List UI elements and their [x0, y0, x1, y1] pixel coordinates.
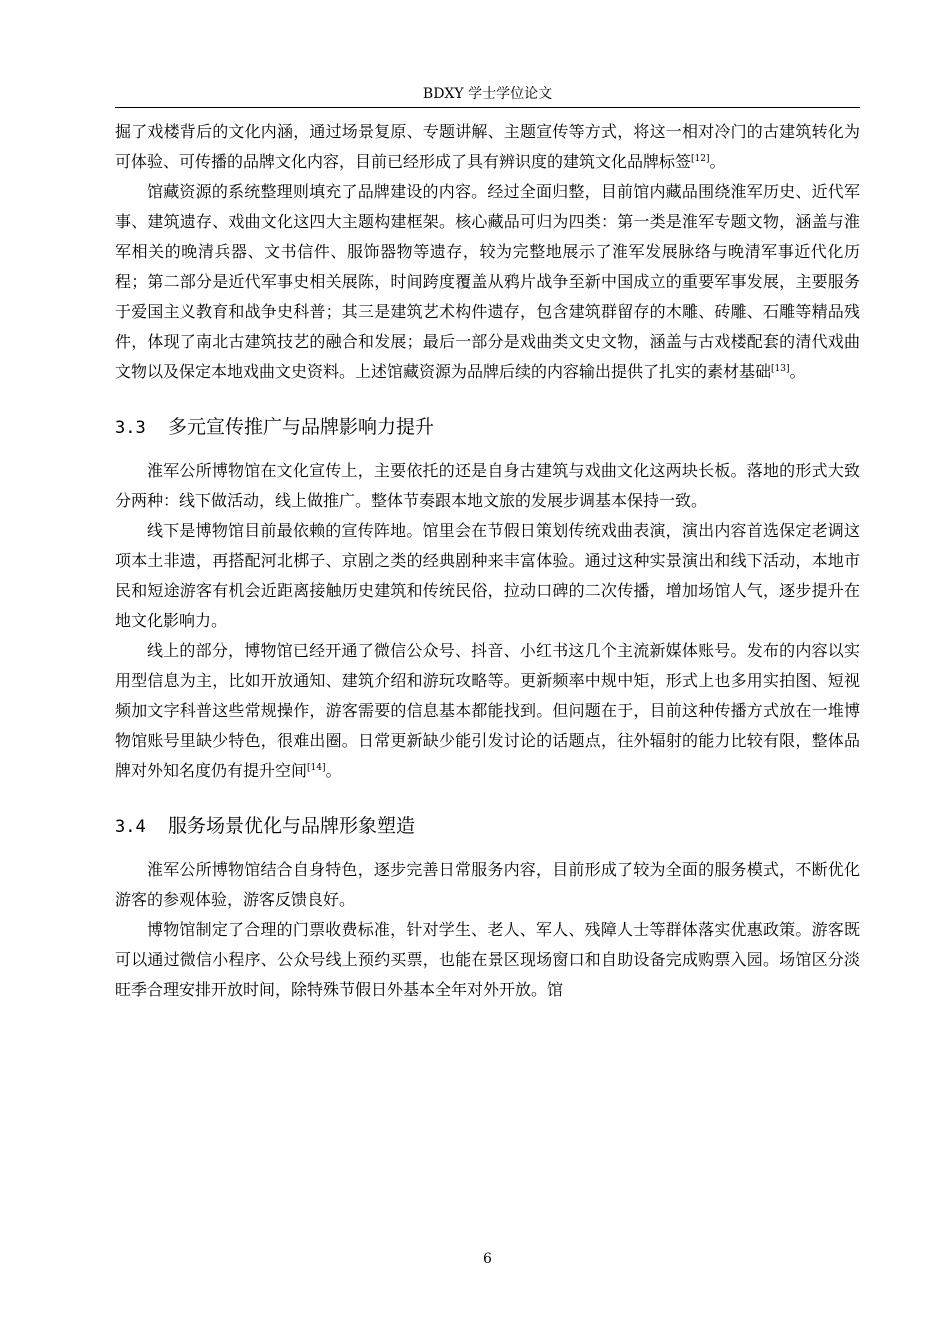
section-number: 3.3 — [115, 418, 146, 438]
paragraph-text: 线下是博物馆目前最依赖的宣传阵地。馆里会在节假日策划传统戏曲表演，演出内容首选保定老调这项本土非遗，再搭配河北梆子、京剧之类的经典剧种来丰富体验。通过这种实景演出和线下活动，本地市民和短途游客有机会近距离接触历史建筑和传统民俗，拉动口碑的二次传播，增加场馆人气，逐步提升在地文化影响力。 — [115, 521, 860, 630]
section-number: 3.4 — [115, 817, 146, 837]
body-paragraph — [115, 855, 860, 915]
citation-ref: [12] — [691, 154, 710, 164]
header-rule — [115, 107, 860, 108]
section-title: 服务场景优化与品牌形象塑造 — [168, 815, 416, 837]
body-paragraph — [115, 915, 860, 1005]
paper-body — [115, 117, 860, 1005]
paragraph-text: 博物馆制定了合理的门票收费标准，针对学生、老人、军人、残障人士等群体落实优惠政策。游客既可以通过微信小程序、公众号线上预约买票，也能在景区现场窗口和自助设备完成购票入园。场馆区分淡旺季合理安排开放时间，除特殊节假日外基本全年对外开放。馆 — [115, 920, 860, 999]
paragraph-end-punctuation: 。 — [789, 362, 806, 381]
paragraph-text: 线上的部分，博物馆已经开通了微信公众号、抖音、小红书这几个主流新媒体账号。发布的内容以实用型信息为主，比如开放通知、建筑介绍和游玩攻略等。更新频率中规中矩，形式上也多用实拍图、短视频加文字科普这些常规操作，游客需要的信息基本都能找到。但问题在于，目前这种传播方式放在一堆博物馆账号里缺少特色，很难出圈。日常更新缺少能引发讨论的话题点，往外辐射的能力比较有限，整体品牌对外知名度仍有提升空间 — [115, 641, 860, 780]
paragraph-end-punctuation: 。 — [325, 761, 342, 780]
running-header: BDXY 学士学位论文 — [422, 86, 553, 102]
body-paragraph — [115, 516, 860, 636]
citation-ref: [13] — [771, 364, 790, 374]
paragraph-text: 馆藏资源的系统整理则填充了品牌建设的内容。经过全面归整，目前馆内藏品围绕淮军历史、近代军事、建筑遗存、戏曲文化这四大主题构建框架。核心藏品可归为四类：第一类是淮军专题文物，涵盖与淮军相关的晚清兵器、文书信件、服饰器物等遗存，较为完整地展示了淮军发展脉络与晚清军事近代化历程；第二部分是近代军事史相关展陈，时间跨度覆盖从鸦片战争至新中国成立的重要军事发展，主要服务于爱国主义教育和战争史科普；其三是建筑艺术构件遗存，包含建筑群留存的木雕、砖雕、石雕等精品残件，体现了南北古建筑技艺的融合和发展；最后一部分是戏曲类文史文物，涵盖与古戏楼配套的清代戏曲文物以及保定本地戏曲文史资料。上述馆藏资源为品牌后续的内容输出提供了扎实的素材基础 — [115, 182, 860, 381]
section-heading — [115, 811, 860, 842]
paragraph-text: 掘了戏楼背后的文化内涵，通过场景复原、专题讲解、主题宣传等方式，将这一相对冷门的古建筑转化为可体验、可传播的品牌文化内容，目前已经形成了具有辨识度的建筑文化品牌标签 — [115, 122, 860, 171]
body-paragraph — [115, 456, 860, 516]
body-paragraph — [115, 117, 860, 177]
citation-ref: [14] — [307, 763, 326, 773]
section-title: 多元宣传推广与品牌影响力提升 — [168, 416, 435, 438]
section-heading — [115, 412, 860, 443]
body-paragraph — [115, 177, 860, 387]
body-paragraph — [115, 636, 860, 786]
paragraph-text: 淮军公所博物馆结合自身特色，逐步完善日常服务内容，目前形成了较为全面的服务模式，不断优化游客的参观体验，游客反馈良好。 — [115, 860, 860, 909]
paragraph-end-punctuation: 。 — [709, 152, 726, 171]
page-number: 6 — [483, 1251, 492, 1267]
paragraph-text: 淮军公所博物馆在文化宣传上，主要依托的还是自身古建筑与戏曲文化这两块长板。落地的形式大致分两种：线下做活动，线上做推广。整体节奏跟本地文旅的发展步调基本保持一致。 — [115, 461, 860, 510]
